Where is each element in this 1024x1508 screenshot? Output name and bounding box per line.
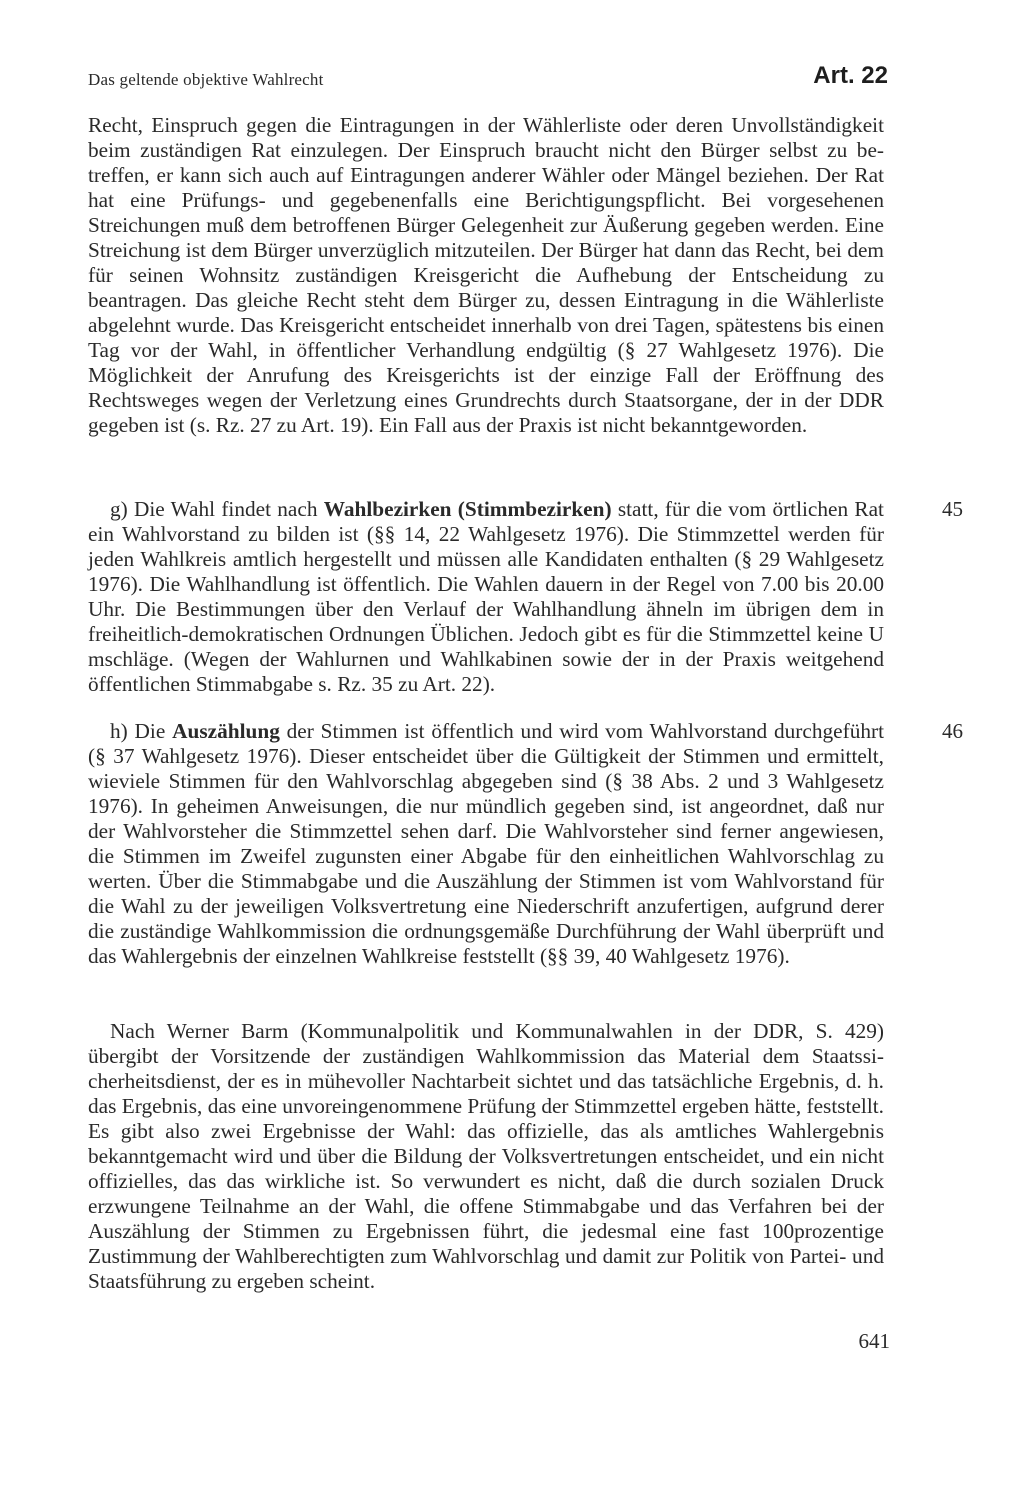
- article-reference: Art. 22: [813, 62, 888, 89]
- paragraph-body: der Stimmen ist öffentlich und wird vom Wahlvorstand durchgeführt (§ 37 Wahlgesetz 1976). Dieser entscheidet über die Gültigkeit der Stimmen und ermittelt, wieviele Stimmen für den Wahlvorschlag abgegeben sind (§ 38 Abs. 2 und 3 Wahlgesetz 1976). In geheimen Anweisungen, die nur mündlich gegeben sind, ist angeordnet, daß nur der Wahlvorsteher die Stimmzettel sehen darf. Die Wahlvorsteher sind ferner angewiesen, die Stimmen im Zweifel zugunsten einer Abgabe für den einheitlichen Wahlvorschlag zu werten. Über die Stimmabgabe und die Auszählung der Stimmen ist vom Wahlvorstand für die Wahl zu der jeweiligen Volksvertretung eine Niederschrift anzufertigen, aufgrund derer die zuständige Wahlkommission die ordnungsgemäße Durchführung der Wahl überprüft und das Wahlergebnis der einzelnen Wahlkreise feststellt (§§ 39, 40 Wahlgesetz 1976).: [88, 719, 885, 968]
- margin-number: 46: [942, 719, 963, 743]
- margin-number: 45: [942, 497, 963, 521]
- paragraph-text: [88, 497, 884, 697]
- paragraph-lead: h) Die: [110, 719, 173, 743]
- paragraph-lead: g) Die Wahl findet nach: [110, 497, 324, 521]
- paragraph-text: Recht, Einspruch gegen die Eintragungen in der Wählerliste oder deren Unvollständigkeit beim zuständigen Rat einzulegen. Der Einspruch braucht nicht den Bürger selbst zu betreffen, er kann sich auch auf Eintragungen anderer Wähler oder Mängel beziehen. Der Rat hat eine Prüfungs- und gegebenenfalls eine Berichtigungspflicht. Bei vorgesehenen Streichungen muß dem betroffenen Bürger Gelegenheit zur Äußerung gegeben werden. Eine Streichung ist dem Bürger unverzüglich mitzuteilen. Der Bürger hat dann das Recht, bei dem für seinen Wohnsitz zuständigen Kreisgericht die Aufhebung der Entscheidung zu beantragen. Das gleiche Recht steht dem Bürger zu, dessen Eintragung in die Wählerliste abgelehnt wurde. Das Kreisgericht entscheidet innerhalb von drei Tagen, spätestens bis einen Tag vor der Wahl, in öffentlicher Verhandlung endgültig (§ 27 Wahlgesetz 1976). Die Möglichkeit der Anrufung des Kreisgerichts ist der einzige Fall der Eröffnung des Rechtsweges wegen der Verletzung eines Grundrechts durch Staatsorgane, der in der DDR gegeben ist (s. Rz. 27 zu Art. 19). Ein Fall aus der Praxis ist nicht bekanntgeworden.: [88, 113, 884, 437]
- paragraph-text: Nach Werner Barm (Kommunalpolitik und Kommunalwahlen in der DDR, S. 429) übergibt der Vorsitzende der zuständigen Wahlkommission das Material dem Staatssicherheitsdienst, der es in mühevoller Nachtarbeit sichtet und das tatsächliche Ergebnis, d. h. das Ergebnis, das eine unvoreingenommene Prüfung der Stimmzettel ergeben hätte, feststellt. Es gibt also zwei Ergebnisse der Wahl: das offizielle, das als amtliches Wahlergebnis bekanntgemacht wird und über die Bildung der Volksvertretungen entscheidet, und ein nicht offizielles, das das wirkliche ist. So verwundert es nicht, daß die durch sozialen Druck erzwungene Teilnahme an der Wahl, die offene Stimmabgabe und das Verfahren bei der Auszählung der Stimmen zu Ergebnissen führt, die jedesmal eine fast 100prozentige Zustimmung der Wahlberechtigten zum Wahlvorschlag und damit zur Politik von Partei- und Staatsführung zu ergeben scheint.: [88, 1019, 884, 1293]
- paragraph-section-g: [88, 497, 884, 697]
- paragraph-text: [88, 719, 884, 969]
- emphasized-term: Auszählung: [172, 719, 280, 743]
- emphasized-term: Wahlbezirken (Stimmbezirken): [323, 497, 612, 521]
- paragraph-barm: [88, 1019, 884, 1294]
- paragraph-body: statt, für die vom örtlichen Rat ein Wahlvorstand zu bilden ist (§§ 14, 22 Wahlgesetz 1976). Die Stimmzettel werden für jeden Wahlkreis amtlich hergestellt und müssen alle Kandidaten enthalten (§ 29 Wahlgesetz 1976). Die Wahlhandlung ist öffentlich. Die Wahlen dauern in der Regel von 7.00 bis 20.00 Uhr. Die Bestimmungen über den Verlauf der Wahlhandlung ähneln im übrigen dem in freiheitlich-demokratischen Ordnungen Üblichen. Jedoch gibt es für die Stimmzettel keine U mschläge. (Wegen der Wahlurnen und Wahlkabinen sowie der in der Praxis weitgehend öffentlichen Stimmabgabe s. Rz. 35 zu Art. 22).: [88, 497, 884, 696]
- page-number: 641: [858, 1329, 890, 1353]
- paragraph-section-h: [88, 719, 884, 969]
- running-head: Das geltende objektive Wahlrecht: [88, 70, 324, 89]
- paragraph-continuation: [88, 113, 884, 438]
